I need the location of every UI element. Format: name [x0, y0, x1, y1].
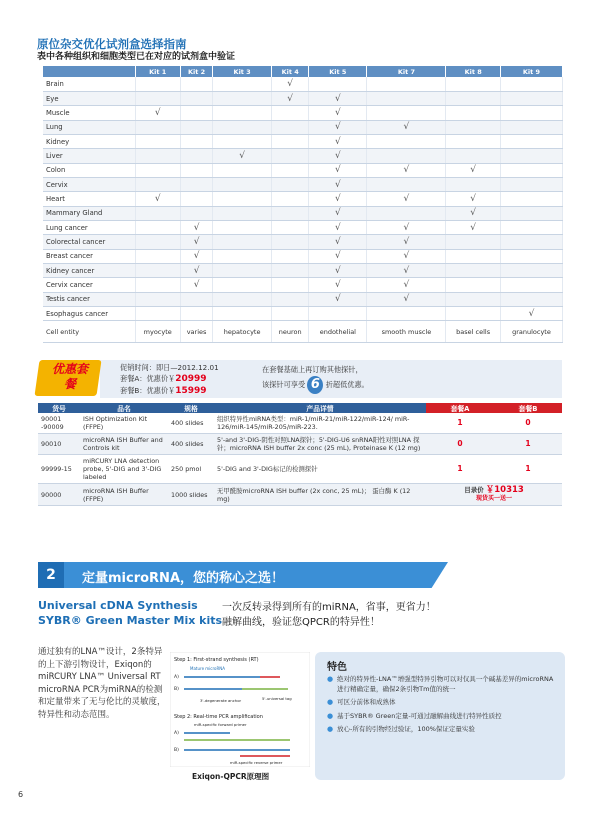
kit-table-header: [43, 66, 563, 77]
product-table-body: [38, 413, 562, 506]
empty-cell: [500, 163, 562, 177]
empty-cell: [180, 134, 212, 148]
feature-item: ● 基于SYBR® Green定量-可通过融解曲线进行特异性质控: [327, 712, 559, 722]
kit-table-row: [43, 149, 563, 163]
empty-cell: [272, 249, 309, 263]
pack-a-qty: 0: [426, 434, 494, 455]
row-label: Brain: [43, 77, 135, 91]
pack-b-qty: 1: [494, 455, 562, 484]
kit-column-header: Kit 9: [500, 66, 562, 77]
empty-cell: [213, 220, 272, 234]
cell-entity-value: hepatocyte: [213, 321, 272, 343]
empty-cell: [180, 163, 212, 177]
diagram-fwd: miR-specific forward primer: [194, 722, 247, 727]
product-row: [38, 413, 562, 434]
list-price: ￥10313: [485, 485, 524, 495]
section-title: 定量microRNA，您的称心之选！: [82, 571, 285, 586]
empty-cell: [180, 192, 212, 206]
kit-table-row: [43, 235, 563, 249]
empty-cell: [272, 206, 309, 220]
empty-cell: [135, 163, 180, 177]
check-mark-icon: √: [309, 249, 367, 263]
empty-cell: [272, 307, 309, 321]
page-number: 6: [18, 790, 24, 799]
pack-b-qty: 0: [494, 413, 562, 434]
row-label: Colorectal cancer: [43, 235, 135, 249]
empty-cell: [367, 307, 446, 321]
check-mark-icon: √: [367, 249, 446, 263]
row-label: Cervix cancer: [43, 278, 135, 292]
kit-column-header: Kit 8: [446, 66, 501, 77]
product-id: 90000: [38, 484, 80, 506]
pack-a-qty: 1: [426, 455, 494, 484]
list-price-cell: [426, 484, 562, 506]
empty-cell: [135, 134, 180, 148]
empty-cell: [272, 235, 309, 249]
product-spec: 250 pmol: [168, 455, 214, 484]
th-pack-a: 套餐A: [426, 403, 494, 413]
cell-entity-row: [43, 321, 563, 343]
kit-table-row: [43, 307, 563, 321]
page-subtitle: 表中各种组织和细胞类型已在对应的试剂盒中验证: [37, 52, 236, 62]
row-label: Kidney: [43, 134, 135, 148]
empty-cell: [135, 235, 180, 249]
product-id: 90010: [38, 434, 80, 455]
empty-cell: [213, 106, 272, 120]
kit-table-row: [43, 120, 563, 134]
kit-table-row: [43, 220, 563, 234]
empty-cell: [180, 106, 212, 120]
cell-entity-value: basel cells: [446, 321, 501, 343]
feature-item: ● 放心-所有的引物经过验证，100%保证定量实验: [327, 725, 559, 735]
check-mark-icon: √: [367, 235, 446, 249]
kit-table-row: [43, 206, 563, 220]
row-label: Lung cancer: [43, 220, 135, 234]
empty-cell: [135, 263, 180, 277]
row-label: Kidney cancer: [43, 263, 135, 277]
check-mark-icon: √: [309, 263, 367, 277]
empty-cell: [500, 120, 562, 134]
promo-offer-line1: 在套餐基础上再订购其他探针，: [262, 365, 363, 374]
product-detail: 5'-and 3'-DIG-阴性对照LNA探针；5'-DIG-U6 snRNA阳性对照LNA 探针；microRNA ISH buffer 2x conc (25 mL), Proteinase K (12 mg): [214, 434, 426, 455]
kit-table-row: [43, 263, 563, 277]
empty-cell: [367, 106, 446, 120]
empty-cell: [180, 307, 212, 321]
check-mark-icon: √: [135, 106, 180, 120]
empty-cell: [135, 77, 180, 91]
empty-cell: [213, 263, 272, 277]
pack-a-qty: 1: [426, 413, 494, 434]
kit-table-row: [43, 134, 563, 148]
check-mark-icon: √: [309, 220, 367, 234]
empty-cell: [213, 91, 272, 105]
kit-table-row: [43, 163, 563, 177]
feature-item: ● 可区分前体和成熟体: [327, 698, 559, 708]
promo-time: 促销时间：即日—2012.12.01: [120, 363, 219, 372]
row-label: Heart: [43, 192, 135, 206]
empty-cell: [500, 106, 562, 120]
empty-cell: [367, 206, 446, 220]
empty-cell: [213, 292, 272, 306]
empty-cell: [446, 106, 501, 120]
promo-pack-b: 套餐B：优惠价￥15999: [120, 386, 207, 396]
product-spec: 400 slides: [168, 413, 214, 434]
product-name-cell: microRNA ISH Buffer and Controls kit: [80, 434, 168, 455]
empty-cell: [500, 249, 562, 263]
kit-table-row: [43, 192, 563, 206]
row-label: Breast cancer: [43, 249, 135, 263]
empty-cell: [135, 120, 180, 134]
empty-cell: [135, 278, 180, 292]
product-table-header: [38, 403, 562, 413]
empty-cell: [272, 106, 309, 120]
empty-cell: [213, 192, 272, 206]
kit-column-header: Kit 7: [367, 66, 446, 77]
product-row: [38, 484, 562, 506]
product-intro: 通过独有的LNA™设计，2条特异的上下游引物设计，Exiqon的miRCURY LNA™ Universal RT microRNA PCR为miRNA的检测和定量带来了无与伦比的灵敏度，特异性和动态范围。: [38, 647, 166, 720]
empty-cell: [446, 120, 501, 134]
promo-pack-a: 套餐A：优惠价￥20999: [120, 374, 207, 384]
empty-cell: [272, 192, 309, 206]
check-mark-icon: √: [446, 192, 501, 206]
empty-cell: [272, 120, 309, 134]
check-mark-icon: √: [180, 249, 212, 263]
cell-entity-value: varies: [180, 321, 212, 343]
row-label: Esophagus cancer: [43, 307, 135, 321]
product-name-cell: ISH Optimization Kit (FFPE): [80, 413, 168, 434]
kit-selection-table: [43, 66, 563, 343]
empty-cell: [309, 307, 367, 321]
check-mark-icon: √: [272, 77, 309, 91]
empty-cell: [446, 134, 501, 148]
empty-cell: [213, 134, 272, 148]
features-list: [327, 675, 559, 739]
th-pack-b: 套餐B: [494, 403, 562, 413]
check-mark-icon: √: [213, 149, 272, 163]
promo-badge: 优惠套餐: [51, 362, 88, 391]
empty-cell: [213, 307, 272, 321]
empty-cell: [272, 220, 309, 234]
check-mark-icon: √: [309, 206, 367, 220]
check-mark-icon: √: [135, 192, 180, 206]
promo-offer-line2: 该探针可享受 6 折超低优惠。: [262, 377, 369, 392]
product-table: [38, 403, 562, 506]
product-spec: 1000 slides: [168, 484, 214, 506]
diagram-step2: Step 2: Real-time PCR amplification: [174, 714, 263, 720]
kit-column-header: Kit 2: [180, 66, 212, 77]
kit-table-row: [43, 249, 563, 263]
empty-cell: [180, 177, 212, 191]
empty-cell: [272, 177, 309, 191]
empty-cell: [135, 149, 180, 163]
kit-table-row: [43, 77, 563, 91]
cell-entity-label: Cell entity: [43, 321, 135, 343]
empty-cell: [500, 149, 562, 163]
product-id: 90001 -90009: [38, 413, 80, 434]
empty-cell: [213, 278, 272, 292]
kit-table-row: [43, 278, 563, 292]
page-title: 原位杂交优化试剂盒选择指南: [37, 37, 187, 51]
empty-cell: [213, 206, 272, 220]
check-mark-icon: √: [446, 206, 501, 220]
empty-cell: [446, 249, 501, 263]
check-mark-icon: √: [180, 220, 212, 234]
empty-cell: [500, 278, 562, 292]
product-id: 99999-15: [38, 455, 80, 484]
empty-cell: [500, 91, 562, 105]
diagram-step1: Step 1: First-strand synthesis (RT): [174, 657, 259, 663]
product-slogan: 一次反转录得到所有的miRNA，省事，更省力！ 融解曲线，验证您QPCR的特异性！: [222, 602, 436, 628]
empty-cell: [500, 292, 562, 306]
kit-table-row: [43, 91, 563, 105]
empty-cell: [500, 134, 562, 148]
empty-cell: [367, 91, 446, 105]
diagram-anchor: 3'-degenerate anchor: [200, 698, 242, 703]
check-mark-icon: √: [309, 292, 367, 306]
empty-cell: [272, 149, 309, 163]
product-name: Universal cDNA Synthesis SYBR® Green Master Mix kits: [38, 599, 223, 627]
check-mark-icon: √: [309, 163, 367, 177]
empty-cell: [180, 206, 212, 220]
diagram-caption: Exiqon-QPCR原理图: [192, 772, 270, 781]
empty-cell: [309, 77, 367, 91]
check-mark-icon: √: [367, 163, 446, 177]
empty-cell: [180, 120, 212, 134]
diagram-tag: 5'-universal tag: [262, 696, 292, 701]
product-row: [38, 434, 562, 455]
empty-cell: [135, 292, 180, 306]
six-badge: 6: [307, 376, 323, 394]
check-mark-icon: √: [309, 235, 367, 249]
feature-item: ● 绝对的特异性-LNA™增强型特异引物可以对仅具一个碱基差异的microRNA进行精确定量，确保2条引物Tm值的统一: [327, 675, 559, 694]
product-name-cell: miRCURY LNA detection probe, 5'-DIG and 3'-DIG labeled: [80, 455, 168, 484]
product-name-cell: microRNA ISH Buffer (FFPE): [80, 484, 168, 506]
empty-cell: [500, 220, 562, 234]
check-mark-icon: √: [367, 220, 446, 234]
kit-table-row: [43, 106, 563, 120]
empty-cell: [213, 77, 272, 91]
product-detail: 组织特异性miRNA类型：miR-1/miR-21/miR-122/miR-124/ miR-126/miR-145/miR-205/miR-223.: [214, 413, 426, 434]
check-mark-icon: √: [309, 177, 367, 191]
empty-cell: [367, 77, 446, 91]
kit-table-row: [43, 177, 563, 191]
empty-cell: [180, 292, 212, 306]
product-spec: 400 slides: [168, 434, 214, 455]
empty-cell: [500, 206, 562, 220]
check-mark-icon: √: [309, 134, 367, 148]
check-mark-icon: √: [180, 235, 212, 249]
empty-cell: [135, 206, 180, 220]
check-mark-icon: √: [309, 91, 367, 105]
empty-cell: [367, 149, 446, 163]
th-name: 品名: [80, 403, 168, 413]
empty-cell: [213, 235, 272, 249]
empty-cell: [272, 134, 309, 148]
empty-cell: [272, 292, 309, 306]
empty-cell: [446, 278, 501, 292]
row-label: Lung: [43, 120, 135, 134]
diagram-mature: Mature microRNA: [190, 666, 226, 671]
th-id: 货号: [38, 403, 80, 413]
row-label: Colon: [43, 163, 135, 177]
diagram-label-a1: A): [174, 675, 179, 680]
th-detail: 产品详情: [214, 403, 426, 413]
check-mark-icon: √: [272, 91, 309, 105]
check-mark-icon: √: [367, 120, 446, 134]
kit-column-header: Kit 1: [135, 66, 180, 77]
empty-cell: [180, 149, 212, 163]
diagram-label-a2: A): [174, 731, 179, 736]
empty-cell: [213, 177, 272, 191]
check-mark-icon: √: [446, 163, 501, 177]
row-label: Mammary Gland: [43, 206, 135, 220]
empty-cell: [446, 263, 501, 277]
qpcr-diagram: [170, 652, 310, 767]
check-mark-icon: √: [180, 263, 212, 277]
kit-column-header: Kit 5: [309, 66, 367, 77]
cell-entity-value: endothelial: [309, 321, 367, 343]
check-mark-icon: √: [309, 192, 367, 206]
empty-cell: [213, 163, 272, 177]
empty-cell: [272, 163, 309, 177]
kit-table-row: [43, 292, 563, 306]
th-spec: 规格: [168, 403, 214, 413]
empty-cell: [446, 91, 501, 105]
check-mark-icon: √: [367, 192, 446, 206]
cell-entity-value: smooth muscle: [367, 321, 446, 343]
empty-cell: [500, 235, 562, 249]
empty-cell: [135, 307, 180, 321]
empty-cell: [135, 177, 180, 191]
check-mark-icon: √: [500, 307, 562, 321]
empty-cell: [446, 77, 501, 91]
empty-cell: [180, 91, 212, 105]
row-label: Cervix: [43, 177, 135, 191]
diagram-label-b2: B): [174, 748, 179, 753]
check-mark-icon: √: [309, 149, 367, 163]
product-row: [38, 455, 562, 484]
product-detail: 无甲酰胺microRNA ISH buffer (2x conc, 25 mL)； 蛋白酶 K (12 mg): [214, 484, 426, 506]
empty-cell: [446, 149, 501, 163]
empty-cell: [367, 177, 446, 191]
kit-table-corner: [43, 66, 135, 77]
empty-cell: [446, 235, 501, 249]
empty-cell: [367, 134, 446, 148]
row-label: Testis cancer: [43, 292, 135, 306]
cell-entity-value: granulocyte: [500, 321, 562, 343]
check-mark-icon: √: [309, 106, 367, 120]
empty-cell: [500, 263, 562, 277]
empty-cell: [135, 249, 180, 263]
features-title: 特色: [327, 662, 347, 673]
empty-cell: [446, 177, 501, 191]
check-mark-icon: √: [367, 292, 446, 306]
check-mark-icon: √: [367, 263, 446, 277]
cell-entity-value: neuron: [272, 321, 309, 343]
promo-details: [120, 362, 219, 397]
empty-cell: [272, 263, 309, 277]
cell-entity-value: myocyte: [135, 321, 180, 343]
row-label: Muscle: [43, 106, 135, 120]
empty-cell: [500, 192, 562, 206]
empty-cell: [180, 77, 212, 91]
diagram-label-b1: B): [174, 687, 179, 692]
kit-column-header: Kit 3: [213, 66, 272, 77]
check-mark-icon: √: [367, 278, 446, 292]
promo-offer: [262, 364, 369, 394]
check-mark-icon: √: [180, 278, 212, 292]
diagram-rev: miR-specific reverse primer: [230, 760, 283, 765]
empty-cell: [272, 278, 309, 292]
row-label: Liver: [43, 149, 135, 163]
pack-b-qty: 1: [494, 434, 562, 455]
product-detail: 5'-DIG and 3'-DIG标记的检测探针: [214, 455, 426, 484]
check-mark-icon: √: [446, 220, 501, 234]
empty-cell: [213, 249, 272, 263]
section-number: 2: [38, 562, 64, 588]
check-mark-icon: √: [309, 120, 367, 134]
empty-cell: [500, 77, 562, 91]
empty-cell: [135, 91, 180, 105]
empty-cell: [500, 177, 562, 191]
list-price-label: 目录价: [464, 486, 484, 494]
empty-cell: [213, 120, 272, 134]
empty-cell: [446, 307, 501, 321]
check-mark-icon: √: [309, 278, 367, 292]
empty-cell: [446, 292, 501, 306]
kit-column-header: Kit 4: [272, 66, 309, 77]
row-label: Eye: [43, 91, 135, 105]
empty-cell: [135, 220, 180, 234]
buy-offer: 现货买一送一: [475, 495, 512, 502]
kit-table-body: [43, 77, 563, 343]
